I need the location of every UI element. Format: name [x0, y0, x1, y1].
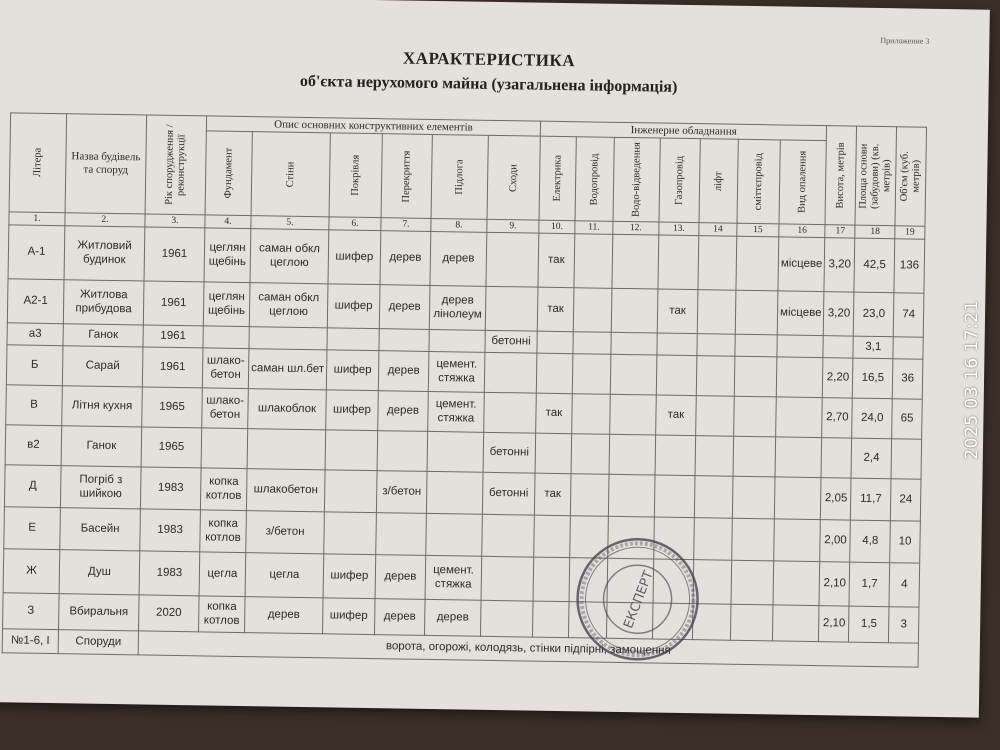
table-cell — [484, 392, 537, 433]
table-cell: шлакобетон — [246, 469, 325, 512]
table-cell: 2,10 — [819, 562, 850, 606]
table-cell — [732, 476, 775, 519]
table-cell: а3 — [7, 323, 63, 346]
table-cell: саман обкл цеглою — [249, 283, 328, 328]
table-cell — [656, 355, 697, 396]
summary-cell-letter: №1-6, І — [2, 629, 58, 654]
table-cell — [658, 235, 699, 290]
header-group-construction: Опис основних конструктивних елементів — [206, 116, 540, 136]
table-cell: дерев — [375, 555, 426, 600]
table-cell — [608, 474, 655, 517]
header-cell: Рік спорудження / реконструкції — [145, 115, 207, 215]
table-cell — [696, 356, 735, 397]
table-cell — [730, 604, 773, 641]
table-cell: дерев — [380, 231, 431, 286]
table-cell: з/бетон — [376, 471, 427, 514]
table-cell: так — [537, 287, 574, 332]
table-cell — [735, 290, 778, 335]
table-cell: Житлова прибудова — [63, 280, 144, 325]
table-cell: Е — [4, 507, 61, 550]
table-cell: бетонні — [482, 472, 535, 515]
table-cell: 4,8 — [850, 520, 890, 563]
table-cell: шифер — [322, 598, 375, 635]
table-cell — [823, 336, 853, 358]
table-cell: так — [656, 395, 697, 436]
table-cell: дерев — [245, 597, 324, 634]
table-cell: шифер — [326, 350, 379, 391]
table-cell — [774, 519, 821, 562]
table-cell — [427, 431, 484, 472]
table-cell — [695, 436, 734, 477]
table-cell: 10 — [890, 521, 921, 563]
table-cell — [610, 394, 657, 435]
header-cell: Газопровід — [659, 138, 700, 223]
table-cell: дерев — [374, 599, 425, 636]
header-cell: сміттєпровід — [737, 139, 780, 224]
table-cell — [572, 354, 611, 395]
table-cell: бетонні — [483, 432, 536, 473]
table-cell: саман обкл цеглою — [250, 229, 329, 284]
header-cell: Літера — [9, 113, 67, 213]
table-cell: шифер — [327, 284, 380, 329]
table-cell: 65 — [892, 399, 923, 439]
column-number-cell: 11. — [575, 221, 613, 235]
table-cell: Погріб з шийкою — [60, 466, 141, 509]
table-cell — [534, 515, 571, 558]
table-cell: 1,7 — [849, 562, 889, 607]
table-cell — [735, 334, 777, 357]
table-cell — [485, 286, 538, 331]
table-cell: копка котлов — [199, 596, 246, 633]
column-number-cell: 3. — [145, 214, 205, 228]
header-cell: Стіни — [251, 132, 330, 217]
table-cell: 1983 — [139, 551, 200, 596]
table-cell: 3,20 — [824, 292, 855, 336]
table-cell — [571, 434, 610, 475]
table-cell: дерев — [378, 391, 429, 432]
table-cell — [429, 329, 485, 352]
table-cell: цемент. стяжка — [425, 555, 482, 600]
column-number-cell: 13. — [659, 222, 699, 236]
table-cell: 2,10 — [819, 606, 850, 642]
table-cell: Сарай — [62, 346, 143, 387]
header-cell: Назва будівель та споруд — [65, 114, 147, 214]
table-cell: місцеве — [777, 291, 824, 336]
document-subtitle: об'єкта нерухомого майна (узагальнена інформація) — [299, 72, 678, 96]
table-cell: шлако-бетон — [202, 348, 249, 389]
table-cell — [537, 331, 573, 354]
table-cell — [481, 556, 534, 601]
table-cell — [696, 396, 735, 437]
column-number-cell: 7. — [381, 218, 431, 232]
column-number-cell: 14 — [699, 223, 737, 237]
table-cell — [611, 288, 658, 333]
table-cell: цеглян щебінь — [203, 282, 250, 327]
table-cell: 3,1 — [853, 336, 893, 359]
table-cell — [698, 236, 737, 291]
table-cell: 74 — [893, 293, 924, 337]
table-cell — [486, 232, 539, 287]
table-cell — [610, 354, 657, 395]
table-cell: в2 — [5, 425, 62, 466]
table-cell: копка котлов — [200, 468, 247, 511]
table-cell — [247, 429, 326, 470]
table-cell: Ж — [3, 549, 60, 594]
table-cell: дерев — [430, 231, 487, 286]
table-cell: цеглян щебінь — [204, 228, 251, 283]
table-cell — [482, 514, 535, 557]
table-cell: В — [6, 385, 63, 426]
table-cell: шифер — [328, 230, 381, 285]
table-cell: 4 — [889, 563, 920, 607]
table-cell — [773, 561, 820, 606]
table-cell — [611, 332, 657, 355]
column-number-cell: 4. — [205, 215, 251, 229]
table-cell: шлако-бетон — [202, 388, 249, 429]
table-cell: 1961 — [142, 347, 203, 388]
table-cell — [573, 332, 611, 355]
table-cell: 3,20 — [824, 238, 855, 292]
table-cell — [203, 326, 249, 349]
table-cell — [324, 470, 377, 513]
table-cell — [776, 357, 823, 398]
table-cell — [325, 430, 378, 471]
header-cell: Перекриття — [381, 134, 432, 219]
table-cell: з/бетон — [246, 511, 325, 554]
table-cell — [893, 337, 923, 359]
stamp-text: ЕКСПЕРТ — [621, 568, 657, 631]
table-cell — [324, 512, 377, 555]
table-cell: саман шл.бет — [248, 349, 327, 390]
table-cell: місцеве — [778, 237, 825, 292]
table-cell: Ганок — [63, 324, 143, 347]
table-cell: А-1 — [8, 225, 65, 280]
table-cell — [327, 328, 379, 351]
table-cell: 11,7 — [851, 478, 891, 521]
table-cell: Житловий будинок — [64, 226, 145, 281]
table-cell: 42,5 — [854, 238, 894, 293]
table-cell: Д — [4, 465, 61, 508]
table-cell — [774, 477, 821, 520]
header-cell: Висота, метрів — [825, 126, 857, 225]
table-cell: так — [657, 289, 698, 334]
table-cell: Душ — [59, 550, 140, 595]
table-cell: цемент. стяжка — [428, 351, 485, 392]
table-cell: Басейн — [60, 508, 141, 551]
column-number-cell: 12. — [613, 221, 659, 235]
table-cell — [249, 327, 327, 350]
table-cell: 1,5 — [849, 606, 889, 643]
table-cell — [379, 329, 429, 352]
table-cell — [776, 397, 823, 438]
summary-cell-name: Споруди — [58, 630, 138, 655]
document-title: ХАРАКТЕРИСТИКА — [402, 48, 576, 71]
header-cell: Водопровід — [575, 137, 614, 222]
header-cell: Об'єм (куб. метрів) — [895, 127, 927, 226]
table-cell — [891, 439, 922, 479]
table-cell — [532, 601, 569, 638]
header-cell: Площа основи (забудови) (кв. метрів) — [855, 126, 896, 226]
characteristics-table — [2, 112, 927, 667]
table-cell — [377, 431, 428, 472]
table-cell: 1965 — [141, 427, 202, 468]
table-cell: 136 — [894, 239, 925, 293]
table-cell: 1983 — [140, 509, 201, 552]
table-cell: 2,4 — [851, 438, 891, 479]
table-cell — [572, 394, 611, 435]
header-cell: Водо-відведення — [613, 137, 660, 222]
table-cell: цегла — [199, 552, 246, 597]
column-number-cell: 8. — [431, 218, 487, 232]
table-cell — [655, 435, 696, 476]
column-number-cell: 2. — [65, 213, 145, 227]
table-cell — [654, 475, 695, 518]
table-cell — [697, 290, 736, 335]
table-cell: 1965 — [142, 387, 203, 428]
table-cell: 2,00 — [820, 520, 851, 562]
table-cell: 16,5 — [853, 358, 893, 399]
table-cell: цемент. стяжка — [428, 391, 485, 432]
column-number-cell: 15 — [737, 223, 779, 237]
table-cell: 1961 — [144, 227, 205, 282]
table-cell: 24 — [890, 479, 921, 521]
header-cell: Підлога — [431, 134, 488, 219]
header-cell: Сходи — [487, 135, 540, 220]
table-cell — [731, 560, 774, 605]
table-cell — [612, 234, 659, 289]
table-cell: 1961 — [143, 281, 204, 326]
table-cell — [734, 356, 777, 397]
table-cell: дерев лінолеум — [429, 285, 486, 330]
table-cell — [772, 605, 819, 642]
table-cell: дерев — [424, 599, 481, 636]
summary-cell-description: ворота, огорожі, колодязь, стінки підпірні, замощення — [138, 631, 918, 667]
header-cell: Електрика — [539, 136, 576, 221]
table-cell: так — [534, 473, 571, 516]
table-cell — [733, 436, 776, 477]
column-number-cell: 17 — [825, 225, 855, 238]
header-cell: Фундамент — [205, 131, 252, 216]
table-cell: 36 — [892, 359, 923, 399]
table-cell: 24,0 — [852, 398, 892, 439]
column-number-cell: 16 — [779, 224, 826, 238]
header-cell: Вид опалення — [779, 140, 827, 225]
table-cell — [376, 513, 427, 556]
table-cell — [533, 557, 570, 602]
table-cell: З — [3, 593, 60, 630]
table-cell: цегла — [245, 553, 324, 598]
table-cell: 2,70 — [822, 398, 853, 438]
column-number-cell: 1. — [9, 212, 65, 226]
table-cell: 1983 — [140, 467, 201, 510]
table-cell — [777, 335, 824, 358]
header-group-engineering: Інженерне обладнання — [540, 121, 827, 140]
table-cell: 2020 — [139, 595, 200, 632]
table-cell — [426, 471, 483, 514]
table-cell: 3 — [889, 607, 920, 643]
document-title-block — [0, 42, 989, 102]
column-number-cell: 9. — [487, 219, 539, 233]
photo-timestamp: 2025 03 16 17:21 — [962, 300, 982, 460]
corner-note: Приложение 3 — [880, 35, 930, 46]
table-cell — [574, 234, 613, 289]
table-cell — [736, 236, 779, 291]
column-number-cell: 5. — [251, 216, 329, 230]
table-cell: копка котлов — [200, 510, 247, 553]
column-number-cell: 6. — [329, 217, 381, 231]
table-cell — [426, 513, 483, 556]
table-cell: шифер — [323, 554, 376, 599]
table-cell: Ганок — [61, 426, 142, 467]
table-cell: бетонні — [485, 330, 537, 353]
table-cell: Вбиральня — [59, 594, 140, 631]
header-cell: ліфт — [699, 139, 738, 224]
table-cell: 2,20 — [823, 358, 854, 398]
table-cell: 2,05 — [821, 478, 852, 520]
column-number-cell: 10. — [539, 220, 575, 234]
table-cell: Б — [6, 345, 63, 386]
table-cell — [821, 438, 852, 478]
table-cell — [734, 396, 777, 437]
table-cell — [657, 333, 697, 356]
column-number-cell: 18 — [855, 225, 895, 239]
table-cell — [732, 518, 775, 561]
column-number-cell: 19 — [895, 226, 925, 239]
table-cell — [484, 352, 537, 393]
table-cell — [535, 433, 572, 474]
table-cell: так — [538, 233, 575, 288]
table-cell: 23,0 — [854, 292, 894, 337]
table-cell — [536, 353, 573, 394]
table-cell: Літня кухня — [62, 386, 143, 427]
table-cell — [570, 474, 609, 517]
table-cell: А2-1 — [7, 279, 64, 324]
round-seal-stamp — [572, 533, 704, 665]
table-cell: шлакоблок — [248, 389, 327, 430]
table-cell: дерев — [379, 285, 430, 330]
table-cell — [775, 437, 822, 478]
table-cell — [480, 600, 533, 637]
table-cell: шифер — [326, 390, 379, 431]
table-cell: так — [536, 393, 573, 434]
table-cell: 1961 — [143, 325, 203, 348]
table-cell — [694, 476, 733, 519]
table-cell — [201, 428, 248, 469]
header-cell: Покрівля — [329, 133, 382, 218]
table-cell — [573, 288, 612, 333]
table-cell — [697, 334, 735, 357]
table-cell — [609, 434, 656, 475]
table-cell: дерев — [378, 351, 429, 392]
